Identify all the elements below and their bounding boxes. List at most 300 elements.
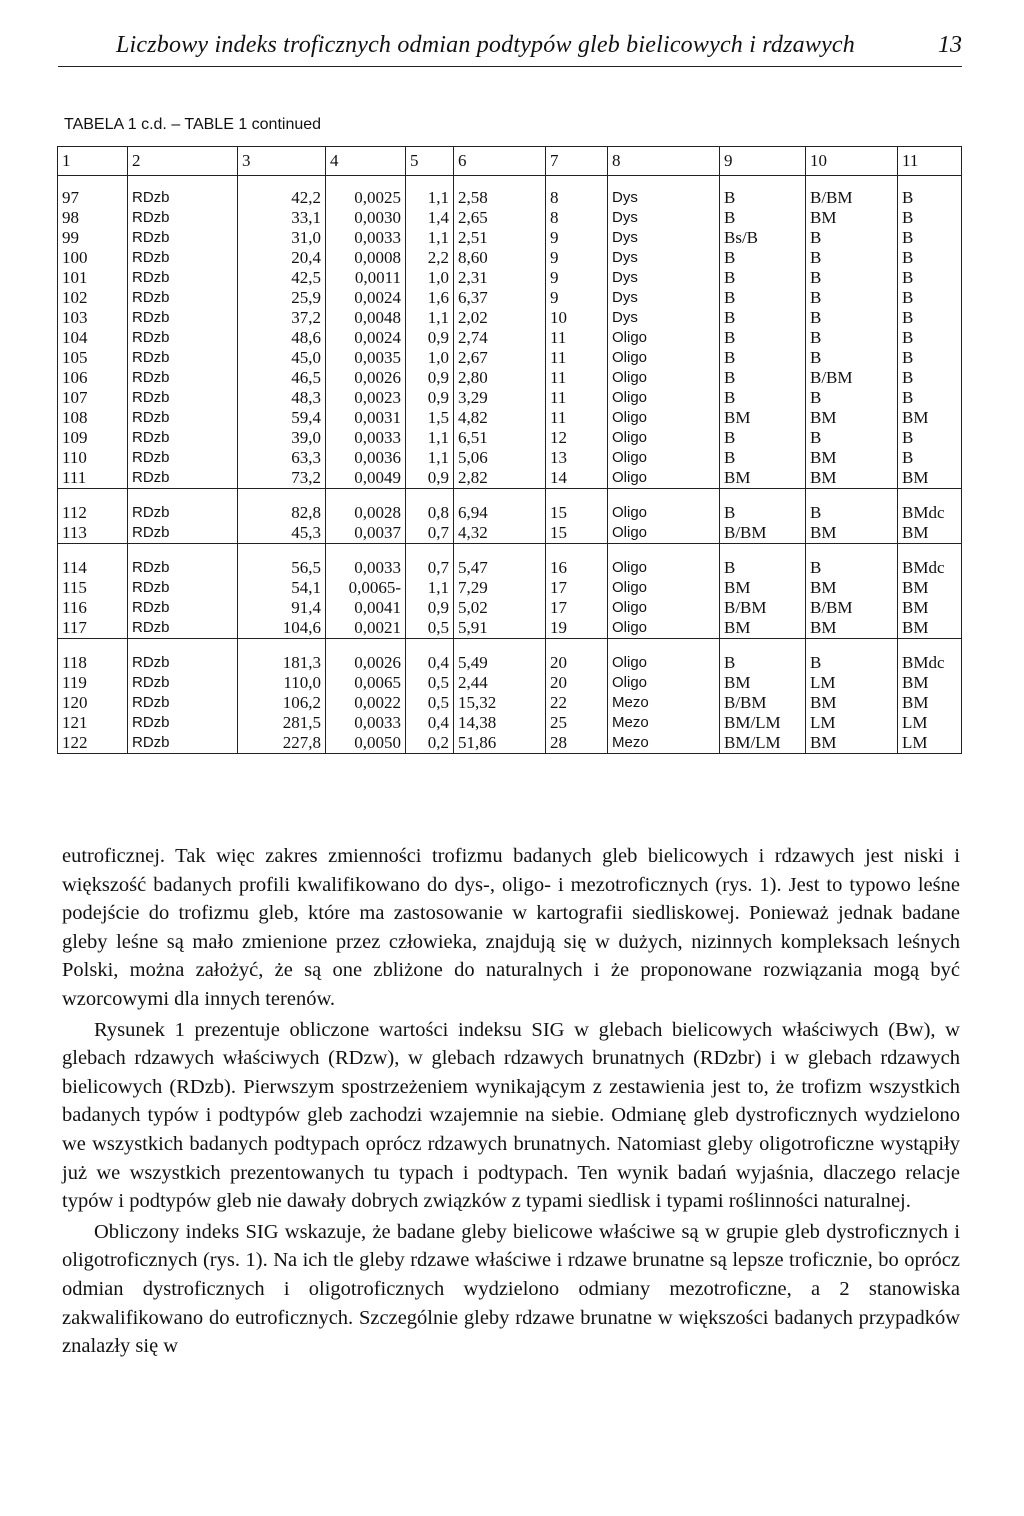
table-cell: 0,0028 bbox=[326, 503, 406, 523]
table-cell: 22 bbox=[546, 693, 608, 713]
table-cell: 2,44 bbox=[454, 673, 546, 693]
table-cell: 42,5 bbox=[238, 268, 326, 288]
table-cell: LM bbox=[806, 673, 898, 693]
table-cell: 31,0 bbox=[238, 228, 326, 248]
table-cell: 120 bbox=[58, 693, 128, 713]
table-cell: 0,0008 bbox=[326, 248, 406, 268]
table-cell: RDzb bbox=[128, 448, 238, 468]
table-row bbox=[58, 523, 962, 544]
body-text bbox=[62, 842, 960, 1363]
table-cell: 5,06 bbox=[454, 448, 546, 468]
table-cell: LM bbox=[898, 713, 962, 733]
table-cell: 59,4 bbox=[238, 408, 326, 428]
table-cell: B bbox=[898, 228, 962, 248]
table-row bbox=[58, 598, 962, 618]
table-cell: 6,37 bbox=[454, 288, 546, 308]
table-cell: BM bbox=[806, 578, 898, 598]
table-cell: B bbox=[806, 328, 898, 348]
table-cell: 0,7 bbox=[406, 558, 454, 578]
table-cell: 0,0026 bbox=[326, 653, 406, 673]
table-cell: Dys bbox=[608, 208, 720, 228]
table-caption: TABELA 1 c.d. – TABLE 1 continued bbox=[64, 116, 322, 133]
table-cell: B bbox=[806, 268, 898, 288]
column-header: 5 bbox=[406, 147, 454, 176]
table-cell: B bbox=[806, 228, 898, 248]
table-cell: B bbox=[720, 188, 806, 208]
table-cell: 1,1 bbox=[406, 228, 454, 248]
table-cell: Oligo bbox=[608, 408, 720, 428]
table-cell: 46,5 bbox=[238, 368, 326, 388]
table-cell: 45,0 bbox=[238, 348, 326, 368]
table-cell: 17 bbox=[546, 578, 608, 598]
table-cell: 281,5 bbox=[238, 713, 326, 733]
column-header: 2 bbox=[128, 147, 238, 176]
table-cell: 11 bbox=[546, 408, 608, 428]
table-cell: B bbox=[720, 288, 806, 308]
table-cell: 0,0021 bbox=[326, 618, 406, 639]
table-row bbox=[58, 248, 962, 268]
table-cell: 0,7 bbox=[406, 523, 454, 544]
table-cell: 13 bbox=[546, 448, 608, 468]
table-cell: Dys bbox=[608, 268, 720, 288]
table-cell: RDzb bbox=[128, 368, 238, 388]
table-row bbox=[58, 308, 962, 328]
table-cell: 63,3 bbox=[238, 448, 326, 468]
table-cell: 0,0033 bbox=[326, 713, 406, 733]
table-row bbox=[58, 408, 962, 428]
table-cell: B bbox=[898, 248, 962, 268]
table-cell: 17 bbox=[546, 598, 608, 618]
table-cell: Oligo bbox=[608, 348, 720, 368]
table-cell: B bbox=[806, 248, 898, 268]
table-cell: Oligo bbox=[608, 598, 720, 618]
table-cell: RDzb bbox=[128, 558, 238, 578]
table-cell: 2,74 bbox=[454, 328, 546, 348]
table-cell: 1,4 bbox=[406, 208, 454, 228]
table-cell: Oligo bbox=[608, 618, 720, 639]
table-cell: 99 bbox=[58, 228, 128, 248]
table-cell: 9 bbox=[546, 248, 608, 268]
table-cell: B bbox=[898, 368, 962, 388]
table-cell: 39,0 bbox=[238, 428, 326, 448]
table-cell: 106 bbox=[58, 368, 128, 388]
table-cell: 11 bbox=[546, 388, 608, 408]
table-cell: 0,0065- bbox=[326, 578, 406, 598]
table-row bbox=[58, 448, 962, 468]
table-cell: RDzb bbox=[128, 503, 238, 523]
table-cell: BM bbox=[720, 408, 806, 428]
table-cell: Oligo bbox=[608, 558, 720, 578]
table-cell: BM bbox=[806, 448, 898, 468]
table-cell: B bbox=[806, 388, 898, 408]
table-cell: 2,80 bbox=[454, 368, 546, 388]
table-cell: Oligo bbox=[608, 578, 720, 598]
table-cell: 107 bbox=[58, 388, 128, 408]
table-cell: 0,9 bbox=[406, 368, 454, 388]
table-cell: 2,31 bbox=[454, 268, 546, 288]
table-cell: B bbox=[720, 248, 806, 268]
table-cell: B bbox=[806, 428, 898, 448]
table-row bbox=[58, 348, 962, 368]
table-cell: 48,3 bbox=[238, 388, 326, 408]
table-cell: RDzb bbox=[128, 523, 238, 544]
table-cell: BM bbox=[806, 408, 898, 428]
table-cell: 54,1 bbox=[238, 578, 326, 598]
column-header: 10 bbox=[806, 147, 898, 176]
table-cell: 14,38 bbox=[454, 713, 546, 733]
table-cell: 6,51 bbox=[454, 428, 546, 448]
table-cell: RDzb bbox=[128, 428, 238, 448]
table-cell: B bbox=[898, 428, 962, 448]
table-cell: RDzb bbox=[128, 578, 238, 598]
table-row bbox=[58, 468, 962, 489]
table-cell: RDzb bbox=[128, 653, 238, 673]
table-cell: 16 bbox=[546, 558, 608, 578]
table-cell: B/BM bbox=[720, 598, 806, 618]
table-cell: 48,6 bbox=[238, 328, 326, 348]
table-cell: BM bbox=[898, 673, 962, 693]
table-cell: 0,0050 bbox=[326, 733, 406, 754]
table-cell: 2,58 bbox=[454, 188, 546, 208]
table-cell: 73,2 bbox=[238, 468, 326, 489]
table-row bbox=[58, 733, 962, 754]
group-separator bbox=[58, 489, 962, 504]
table-cell: B bbox=[720, 653, 806, 673]
table-cell: Oligo bbox=[608, 653, 720, 673]
table-cell: BM bbox=[806, 208, 898, 228]
table-cell: 0,5 bbox=[406, 673, 454, 693]
group-separator bbox=[58, 544, 962, 559]
table-cell: 0,0024 bbox=[326, 288, 406, 308]
table-cell: BM bbox=[720, 578, 806, 598]
page-number: 13 bbox=[938, 32, 962, 58]
table-cell: 108 bbox=[58, 408, 128, 428]
table-cell: Oligo bbox=[608, 673, 720, 693]
column-header: 9 bbox=[720, 147, 806, 176]
table-cell: 0,0048 bbox=[326, 308, 406, 328]
table-cell: 11 bbox=[546, 368, 608, 388]
table-cell: 0,0031 bbox=[326, 408, 406, 428]
table-cell: RDzb bbox=[128, 693, 238, 713]
table-cell: 0,9 bbox=[406, 598, 454, 618]
table-cell: Dys bbox=[608, 308, 720, 328]
table-cell: RDzb bbox=[128, 328, 238, 348]
table-cell: 0,0041 bbox=[326, 598, 406, 618]
table-cell: 117 bbox=[58, 618, 128, 639]
table-cell: 4,82 bbox=[454, 408, 546, 428]
table-cell: B bbox=[806, 308, 898, 328]
table-cell: 5,91 bbox=[454, 618, 546, 639]
table-cell: 5,02 bbox=[454, 598, 546, 618]
table-row bbox=[58, 578, 962, 598]
table-cell: 115 bbox=[58, 578, 128, 598]
table-cell: B bbox=[806, 288, 898, 308]
table-cell: 2,82 bbox=[454, 468, 546, 489]
table-cell: B bbox=[898, 208, 962, 228]
table-cell: B/BM bbox=[806, 188, 898, 208]
table-cell: 0,8 bbox=[406, 503, 454, 523]
table-cell: Dys bbox=[608, 248, 720, 268]
table-cell: 116 bbox=[58, 598, 128, 618]
table-cell: Oligo bbox=[608, 503, 720, 523]
table-cell: 25 bbox=[546, 713, 608, 733]
table-cell: 0,9 bbox=[406, 328, 454, 348]
table-cell: 1,0 bbox=[406, 268, 454, 288]
table-cell: 20 bbox=[546, 673, 608, 693]
table-cell: 0,0033 bbox=[326, 228, 406, 248]
table-spacer bbox=[58, 176, 962, 189]
table-cell: B bbox=[720, 308, 806, 328]
table-cell: Mezo bbox=[608, 733, 720, 754]
table-cell: 37,2 bbox=[238, 308, 326, 328]
table-cell: 12 bbox=[546, 428, 608, 448]
table-cell: 114 bbox=[58, 558, 128, 578]
table-cell: 0,0026 bbox=[326, 368, 406, 388]
table-cell: 14 bbox=[546, 468, 608, 489]
table-cell: B bbox=[720, 388, 806, 408]
table-cell: 0,0011 bbox=[326, 268, 406, 288]
table-cell: Dys bbox=[608, 228, 720, 248]
table-cell: 1,1 bbox=[406, 188, 454, 208]
table-cell: BM bbox=[898, 578, 962, 598]
table-cell: 119 bbox=[58, 673, 128, 693]
table-cell: 5,47 bbox=[454, 558, 546, 578]
table-cell: 122 bbox=[58, 733, 128, 754]
table-cell: 1,1 bbox=[406, 578, 454, 598]
table-cell: B bbox=[720, 328, 806, 348]
table-cell: B bbox=[720, 268, 806, 288]
table-cell: 111 bbox=[58, 468, 128, 489]
table-cell: Dys bbox=[608, 288, 720, 308]
table-cell: 11 bbox=[546, 328, 608, 348]
column-header: 4 bbox=[326, 147, 406, 176]
table-cell: Oligo bbox=[608, 468, 720, 489]
table-cell: RDzb bbox=[128, 673, 238, 693]
table-cell: 2,67 bbox=[454, 348, 546, 368]
table-cell: 104,6 bbox=[238, 618, 326, 639]
table-row bbox=[58, 188, 962, 208]
table-cell: RDzb bbox=[128, 268, 238, 288]
table-cell: 0,0035 bbox=[326, 348, 406, 368]
table-cell: Mezo bbox=[608, 713, 720, 733]
table-cell: RDzb bbox=[128, 618, 238, 639]
table-cell: RDzb bbox=[128, 248, 238, 268]
running-head bbox=[58, 30, 962, 67]
table-row bbox=[58, 673, 962, 693]
table-cell: 118 bbox=[58, 653, 128, 673]
table-row bbox=[58, 208, 962, 228]
table-row bbox=[58, 288, 962, 308]
table-cell: Dys bbox=[608, 188, 720, 208]
table-cell: 0,0022 bbox=[326, 693, 406, 713]
table-cell: B bbox=[898, 348, 962, 368]
table-cell: B bbox=[898, 388, 962, 408]
table-cell: RDzb bbox=[128, 308, 238, 328]
paragraph: Rysunek 1 prezentuje obliczone wartości indeksu SIG w glebach bielicowych właściwych (Bw), w glebach rdzawych właściwych (RDzw), w glebach rdzawych brunatnych (RDzbr) i w glebach rdzawych bielicowych (RDzb). Pierwszym spostrzeżeniem wynikającym z zestawienia jest to, że trofizm wszystkich badanych typów i podtypów gleb zachodzi wzajemnie na siebie. Odmianę gleb dystroficznych wydzielono we wszystkich badanych podtypach oprócz rdzawych brunatnych. Natomiast gleby oligotroficzne wystąpiły już we wszystkich prezentowanych tu typach i podtypach. Ten wynik badań wyjaśnia, dlaczego relacje typów i podtypów gleb nie dawały dobrych związków z typami siedlisk i typami roślinności naturalnej. bbox=[62, 1018, 960, 1213]
table-cell: 2,2 bbox=[406, 248, 454, 268]
table-body bbox=[58, 147, 962, 754]
table-cell: 112 bbox=[58, 503, 128, 523]
table-cell: BM bbox=[898, 693, 962, 713]
table-header-row bbox=[58, 147, 962, 176]
table-cell: B bbox=[898, 448, 962, 468]
table-cell: 110 bbox=[58, 448, 128, 468]
table-cell: 20 bbox=[546, 653, 608, 673]
table-cell: 0,0036 bbox=[326, 448, 406, 468]
table-cell: BM/LM bbox=[720, 733, 806, 754]
table-cell: 0,2 bbox=[406, 733, 454, 754]
table-row bbox=[58, 228, 962, 248]
table-row bbox=[58, 653, 962, 673]
table-cell: B/BM bbox=[720, 523, 806, 544]
table-cell: RDzb bbox=[128, 348, 238, 368]
table-cell: RDzb bbox=[128, 228, 238, 248]
table-cell: 51,86 bbox=[454, 733, 546, 754]
table-cell: B/BM bbox=[806, 598, 898, 618]
table-cell: RDzb bbox=[128, 733, 238, 754]
table-cell: 1,6 bbox=[406, 288, 454, 308]
table-cell: B bbox=[898, 288, 962, 308]
table-cell: 0,0024 bbox=[326, 328, 406, 348]
table-cell: 8,60 bbox=[454, 248, 546, 268]
table-cell: 28 bbox=[546, 733, 608, 754]
table-cell: 15,32 bbox=[454, 693, 546, 713]
table-cell: B bbox=[720, 558, 806, 578]
table-cell: 8 bbox=[546, 208, 608, 228]
table-cell: BM bbox=[720, 468, 806, 489]
paragraph: eutroficznej. Tak więc zakres zmienności trofizmu badanych gleb bielicowych i rdzawych jest niski i większość badanych profili kwalifikowano do dys-, oligo- i mezotroficznych (rys. 1). Jest to typowo leśne podejście do trofizmu gleb, które ma zastosowanie w kartografii siedliskowej. Ponieważ jednak badane gleby leśne są mało zmienione przez człowieka, znajdują się w dużych, nizinnych kompleksach leśnych Polski, można założyć, że są one zbliżone do naturalnych i że proponowane rozwiązania mogą być wzorcowymi dla innych terenów. bbox=[62, 845, 960, 1010]
table-cell: 102 bbox=[58, 288, 128, 308]
column-header: 7 bbox=[546, 147, 608, 176]
table-cell: 3,29 bbox=[454, 388, 546, 408]
table-cell: B bbox=[898, 328, 962, 348]
table-cell: Oligo bbox=[608, 368, 720, 388]
table-cell: B bbox=[720, 503, 806, 523]
table-cell: 100 bbox=[58, 248, 128, 268]
table-cell: 113 bbox=[58, 523, 128, 544]
table-cell: 105 bbox=[58, 348, 128, 368]
table-cell: 1,0 bbox=[406, 348, 454, 368]
table-cell: B bbox=[898, 188, 962, 208]
table-cell: 0,0065 bbox=[326, 673, 406, 693]
table-cell: Oligo bbox=[608, 428, 720, 448]
table-cell: 7,29 bbox=[454, 578, 546, 598]
table-cell: Mezo bbox=[608, 693, 720, 713]
table-row bbox=[58, 618, 962, 639]
table-cell: BM bbox=[720, 618, 806, 639]
table-cell: B bbox=[898, 308, 962, 328]
table-cell: B bbox=[720, 348, 806, 368]
table-cell: 0,4 bbox=[406, 653, 454, 673]
table-cell: 97 bbox=[58, 188, 128, 208]
table-cell: 2,51 bbox=[454, 228, 546, 248]
table-row bbox=[58, 268, 962, 288]
table-cell: 0,0023 bbox=[326, 388, 406, 408]
table-cell: 91,4 bbox=[238, 598, 326, 618]
table-cell: 0,9 bbox=[406, 468, 454, 489]
table-cell: 1,1 bbox=[406, 448, 454, 468]
table-cell: LM bbox=[806, 713, 898, 733]
table-cell: 0,0033 bbox=[326, 428, 406, 448]
table-cell: B/BM bbox=[720, 693, 806, 713]
table-cell: B bbox=[898, 268, 962, 288]
table-cell: 82,8 bbox=[238, 503, 326, 523]
table-cell: Oligo bbox=[608, 523, 720, 544]
table-cell: 9 bbox=[546, 228, 608, 248]
table-cell: 2,02 bbox=[454, 308, 546, 328]
table-cell: 101 bbox=[58, 268, 128, 288]
column-header: 6 bbox=[454, 147, 546, 176]
table-cell: 11 bbox=[546, 348, 608, 368]
table-cell: RDzb bbox=[128, 713, 238, 733]
table-cell: 42,2 bbox=[238, 188, 326, 208]
table-cell: BM/LM bbox=[720, 713, 806, 733]
table-cell: 0,5 bbox=[406, 693, 454, 713]
table-cell: 0,0030 bbox=[326, 208, 406, 228]
table-cell: BM bbox=[898, 408, 962, 428]
table-cell: BM bbox=[806, 618, 898, 639]
table-row bbox=[58, 693, 962, 713]
table-cell: LM bbox=[898, 733, 962, 754]
table-cell: RDzb bbox=[128, 388, 238, 408]
table-cell: RDzb bbox=[128, 598, 238, 618]
table-cell: B bbox=[720, 208, 806, 228]
table-cell: BM bbox=[898, 523, 962, 544]
table-cell: 4,32 bbox=[454, 523, 546, 544]
table-cell: 1,1 bbox=[406, 308, 454, 328]
table-cell: 9 bbox=[546, 268, 608, 288]
table-cell: B bbox=[806, 348, 898, 368]
table-cell: BM bbox=[898, 598, 962, 618]
table-cell: 6,94 bbox=[454, 503, 546, 523]
table-cell: 0,5 bbox=[406, 618, 454, 639]
table-cell: 45,3 bbox=[238, 523, 326, 544]
table-cell: RDzb bbox=[128, 188, 238, 208]
table-cell: RDzb bbox=[128, 288, 238, 308]
column-header: 3 bbox=[238, 147, 326, 176]
table-cell: 227,8 bbox=[238, 733, 326, 754]
table-cell: 1,5 bbox=[406, 408, 454, 428]
table-cell: 5,49 bbox=[454, 653, 546, 673]
table-cell: Oligo bbox=[608, 448, 720, 468]
table-cell: 15 bbox=[546, 523, 608, 544]
table-cell: B bbox=[720, 448, 806, 468]
table-cell: 104 bbox=[58, 328, 128, 348]
table-cell: B bbox=[806, 653, 898, 673]
table-cell: 8 bbox=[546, 188, 608, 208]
table-cell: 25,9 bbox=[238, 288, 326, 308]
table-cell: BM bbox=[806, 693, 898, 713]
table-row bbox=[58, 713, 962, 733]
table-cell: 33,1 bbox=[238, 208, 326, 228]
table-cell: B bbox=[806, 558, 898, 578]
table-cell: BM bbox=[898, 618, 962, 639]
paragraph: Obliczony indeks SIG wskazuje, że badane gleby bielicowe właściwe są w grupie gleb dystroficznych i oligotroficznych (rys. 1). Na ich tle gleby rdzawe właściwe i rdzawe brunatne są lepsze troficznie, bo oprócz odmian dystroficznych i oligotroficznych wydzielono odmiany mezotroficzne, a 2 stanowiska zakwalifikowano do eutroficznych. Szczególnie gleby rdzawe brunatne w większości badanych przypadków znalazły się w bbox=[62, 1220, 960, 1358]
table-cell: 121 bbox=[58, 713, 128, 733]
table-cell: BM bbox=[898, 468, 962, 489]
table-cell: 19 bbox=[546, 618, 608, 639]
running-head-title: Liczbowy indeks troficznych odmian podtypów gleb bielicowych i rdzawych bbox=[116, 32, 855, 58]
table-cell: BM bbox=[806, 468, 898, 489]
table-row bbox=[58, 503, 962, 523]
table-cell: BMdc bbox=[898, 558, 962, 578]
data-table bbox=[57, 146, 962, 754]
table-cell: Bs/B bbox=[720, 228, 806, 248]
table-cell: 103 bbox=[58, 308, 128, 328]
table-cell: BM bbox=[806, 523, 898, 544]
table-cell: 56,5 bbox=[238, 558, 326, 578]
table-cell: 15 bbox=[546, 503, 608, 523]
